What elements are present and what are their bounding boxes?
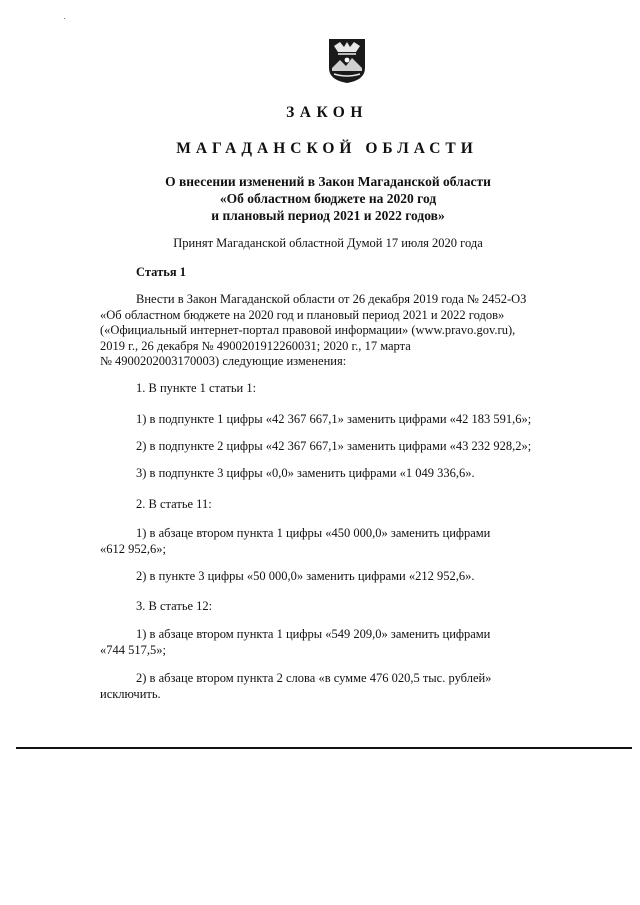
item-3-sub-1 bbox=[100, 627, 605, 658]
intro-paragraph bbox=[100, 292, 605, 370]
intro-line: («Официальный интернет-портал правовой информации» (www.pravo.gov.ru), bbox=[100, 323, 516, 337]
subtitle-line: и плановый период 2021 и 2022 годов» bbox=[211, 208, 445, 223]
intro-line: 2019 г., 26 декабря № 4900201912260031; 2020 г., 17 марта bbox=[100, 338, 411, 353]
law-subtitle bbox=[0, 173, 640, 224]
item-1-sub-1: 1) в подпункте 1 цифры «42 367 667,1» заменить цифрами «42 183 591,6»; bbox=[136, 412, 532, 426]
item-line: «744 517,5»; bbox=[100, 642, 166, 657]
item-3-sub-2 bbox=[100, 671, 605, 702]
item-1-sub-3: 3) в подпункте 3 цифры «0,0» заменить цифрами «1 049 336,6». bbox=[136, 466, 475, 480]
item-line: 2) в абзаце втором пункта 2 слова «в сумме 476 020,5 тыс. рублей» bbox=[136, 671, 492, 685]
item-1-sub-2: 2) в подпункте 2 цифры «42 367 667,1» заменить цифрами «43 232 928,2»; bbox=[136, 439, 532, 453]
intro-line: «Об областном бюджете на 2020 год и плановый период 2021 и 2022 годов» bbox=[100, 307, 505, 322]
adoption-note: Принят Магаданской областной Думой 17 июля 2020 года bbox=[173, 236, 483, 250]
coat-of-arms-icon bbox=[328, 38, 366, 84]
item-2: 2. В статье 11: bbox=[136, 497, 212, 511]
scan-speck bbox=[64, 18, 65, 19]
item-2-sub-2: 2) в пункте 3 цифры «50 000,0» заменить цифрами «212 952,6». bbox=[136, 569, 475, 583]
item-1: 1. В пункте 1 статьи 1: bbox=[136, 381, 257, 395]
item-2-sub-1 bbox=[100, 526, 605, 557]
item-line: «612 952,6»; bbox=[100, 541, 166, 556]
item-3: 3. В статье 12: bbox=[136, 599, 213, 613]
intro-line: № 4900202003170003) следующие изменения: bbox=[100, 354, 347, 368]
item-line: 1) в абзаце втором пункта 1 цифры «450 000,0» заменить цифрами bbox=[136, 526, 491, 540]
law-title: ЗАКОН bbox=[286, 104, 368, 121]
article-heading: Статья 1 bbox=[136, 265, 186, 279]
item-line: исключить. bbox=[100, 686, 161, 701]
item-line: 1) в абзаце втором пункта 1 цифры «549 209,0» заменить цифрами bbox=[136, 627, 491, 641]
horizontal-divider bbox=[16, 747, 632, 749]
subtitle-line: О внесении изменений в Закон Магаданской области bbox=[165, 174, 491, 189]
intro-line: Внести в Закон Магаданской области от 26 декабря 2019 года № 2452-ОЗ bbox=[136, 292, 527, 306]
region-title: МАГАДАНСКОЙ ОБЛАСТИ bbox=[176, 140, 478, 157]
subtitle-line: «Об областном бюджете на 2020 год bbox=[219, 191, 437, 206]
